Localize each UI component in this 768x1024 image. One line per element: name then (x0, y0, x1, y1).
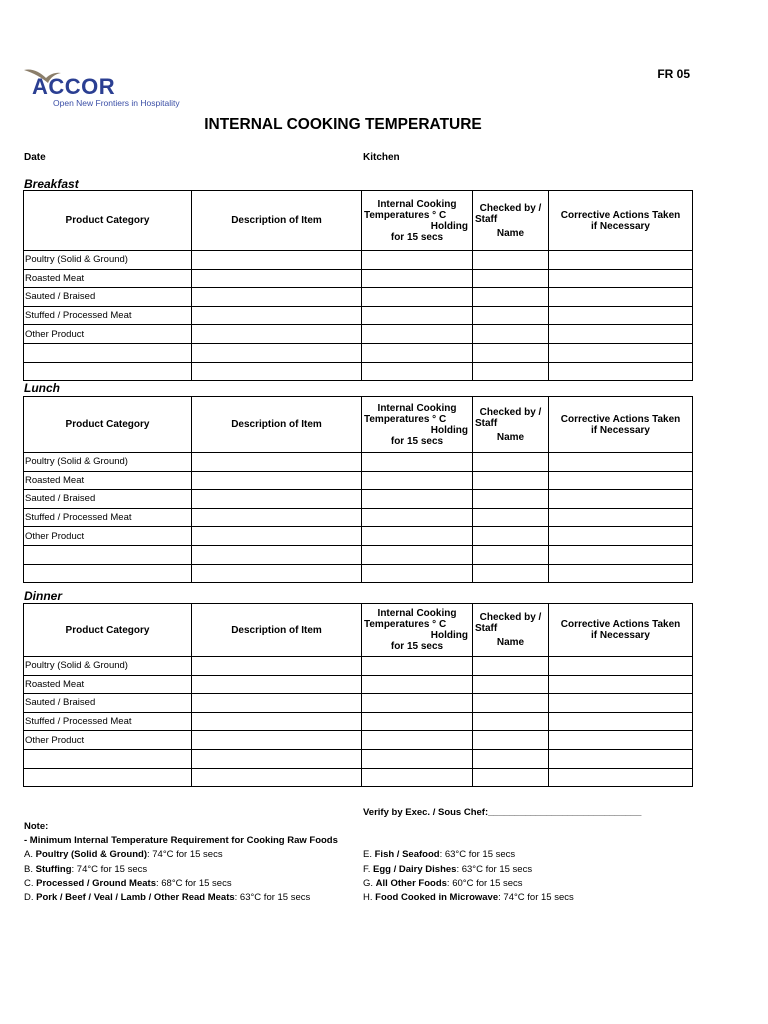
entry-cell[interactable] (473, 508, 549, 527)
entry-cell[interactable] (192, 657, 362, 676)
entry-cell[interactable] (362, 362, 473, 381)
col-label: Temperatures ° C (364, 209, 447, 221)
col-label: if Necessary (591, 220, 650, 232)
entry-cell[interactable] (473, 306, 549, 325)
col-label: for 15 secs (390, 435, 444, 447)
table-row (24, 362, 693, 381)
entry-cell[interactable] (473, 712, 549, 731)
product-category-cell: Roasted Meat (24, 471, 192, 490)
col-temperature (362, 604, 473, 657)
col-label: for 15 secs (390, 231, 444, 243)
entry-cell[interactable] (192, 768, 362, 787)
entry-cell[interactable] (473, 675, 549, 694)
col-label: Checked by / (479, 202, 542, 214)
col-label: if Necessary (591, 424, 650, 436)
temperature-table-lunch (23, 396, 693, 583)
col-label: Holding (430, 220, 468, 232)
product-category-cell: Sauted / Braised (24, 288, 192, 307)
section-label-dinner: Dinner (24, 589, 63, 603)
entry-cell[interactable] (362, 731, 473, 750)
entry-cell[interactable] (362, 288, 473, 307)
entry-cell[interactable] (192, 545, 362, 564)
requirement-food: All Other Foods (375, 877, 447, 889)
col-label: Corrective Actions Taken (560, 209, 681, 221)
table-row (24, 657, 693, 676)
col-temperature (362, 397, 473, 453)
col-label: Corrective Actions Taken (560, 413, 681, 425)
requirement-food: Fish / Seafood (374, 849, 440, 861)
table-row (24, 471, 693, 490)
entry-cell[interactable] (362, 269, 473, 288)
entry-cell[interactable] (192, 288, 362, 307)
requirement-value: : 63°C for 15 secs (439, 849, 516, 861)
entry-cell[interactable] (473, 564, 549, 583)
entry-cell[interactable] (549, 251, 693, 270)
entry-cell[interactable] (549, 694, 693, 713)
entry-cell[interactable] (192, 343, 362, 362)
requirement-prefix: D. (24, 892, 34, 904)
col-label: Temperatures ° C (364, 413, 447, 425)
blank-entry-cell[interactable] (24, 749, 192, 768)
table-header-row (24, 397, 693, 453)
table-row (24, 306, 693, 325)
requirement-item (363, 877, 523, 891)
entry-cell[interactable] (192, 362, 362, 381)
entry-cell[interactable] (549, 325, 693, 344)
note-title: Note: (24, 821, 49, 832)
entry-cell[interactable] (192, 453, 362, 472)
table-row (24, 675, 693, 694)
requirement-value: : 68°C for 15 secs (155, 877, 232, 889)
entry-cell[interactable] (192, 471, 362, 490)
col-label: Internal Cooking (377, 608, 457, 619)
product-category-cell: Other Product (24, 731, 192, 750)
entry-cell[interactable] (192, 325, 362, 344)
kitchen-label: Kitchen (363, 152, 400, 163)
table-row (24, 325, 693, 344)
requirement-food: Pork / Beef / Veal / Lamb / Other Read Meats (36, 892, 235, 904)
col-description (192, 604, 362, 657)
entry-cell[interactable] (192, 490, 362, 509)
col-label: Internal Cooking (377, 198, 457, 210)
col-label: Checked by / (479, 612, 542, 623)
col-label: Corrective Actions Taken (560, 619, 681, 630)
entry-cell[interactable] (549, 768, 693, 787)
requirement-prefix: F. (363, 863, 371, 875)
table-row (24, 269, 693, 288)
requirement-prefix: E. (363, 849, 372, 861)
col-label: Name (496, 637, 525, 648)
entry-cell[interactable] (473, 288, 549, 307)
col-label: Checked by / (479, 406, 542, 418)
product-category-cell: Other Product (24, 527, 192, 546)
entry-cell[interactable] (362, 453, 473, 472)
table-header-row (24, 191, 693, 251)
col-label: Description of Item (231, 419, 322, 430)
entry-cell[interactable] (549, 508, 693, 527)
entry-cell[interactable] (549, 657, 693, 676)
entry-cell[interactable] (192, 508, 362, 527)
entry-cell[interactable] (473, 768, 549, 787)
requirement-food: Egg / Dairy Dishes (373, 863, 457, 875)
form-code: FR 05 (657, 67, 690, 81)
temperature-table-dinner (23, 603, 693, 787)
product-category-cell: Stuffed / Processed Meat (24, 306, 192, 325)
entry-cell[interactable] (473, 694, 549, 713)
logo-wordmark: ACCOR (32, 74, 116, 99)
entry-cell[interactable] (549, 731, 693, 750)
col-label: if Necessary (591, 630, 650, 641)
table-row (24, 288, 693, 307)
entry-cell[interactable] (192, 731, 362, 750)
col-product-category (24, 397, 192, 453)
entry-cell[interactable] (362, 657, 473, 676)
requirement-item (24, 877, 363, 891)
entry-cell[interactable] (192, 527, 362, 546)
page-title: INTERNAL COOKING TEMPERATURE (204, 116, 482, 133)
entry-cell[interactable] (362, 545, 473, 564)
entry-cell[interactable] (549, 362, 693, 381)
entry-cell[interactable] (549, 288, 693, 307)
col-product-category (24, 604, 192, 657)
col-label: Product Category (65, 215, 150, 226)
col-checked-by (473, 191, 549, 251)
requirement-row (24, 848, 704, 862)
entry-cell[interactable] (473, 269, 549, 288)
requirement-item (24, 863, 363, 877)
entry-cell[interactable] (362, 564, 473, 583)
verify-signature-line: Verify by Exec. / Sous Chef:_____________________________ (363, 807, 642, 818)
blank-entry-cell[interactable] (24, 564, 192, 583)
col-label: Staff (475, 623, 498, 634)
entry-cell[interactable] (192, 749, 362, 768)
col-checked-by (473, 604, 549, 657)
requirement-item (363, 863, 532, 877)
table-row (24, 490, 693, 509)
table-row (24, 251, 693, 270)
entry-cell[interactable] (362, 749, 473, 768)
entry-cell[interactable] (192, 269, 362, 288)
entry-cell[interactable] (473, 749, 549, 768)
entry-cell[interactable] (549, 343, 693, 362)
requirement-value: : 74°C for 15 secs (498, 892, 574, 904)
col-label: Product Category (65, 419, 150, 430)
entry-cell[interactable] (549, 527, 693, 546)
entry-cell[interactable] (192, 694, 362, 713)
entry-cell[interactable] (473, 490, 549, 509)
col-label: Name (496, 431, 525, 443)
requirement-food: Food Cooked in Microwave (375, 892, 499, 904)
entry-cell[interactable] (473, 657, 549, 676)
entry-cell[interactable] (362, 306, 473, 325)
table-row (24, 731, 693, 750)
section-label-breakfast: Breakfast (24, 177, 79, 191)
requirement-prefix: G. (363, 877, 374, 889)
requirement-item (24, 848, 363, 862)
entry-cell[interactable] (362, 471, 473, 490)
blank-entry-cell[interactable] (24, 768, 192, 787)
requirement-prefix: C. (24, 877, 34, 889)
entry-cell[interactable] (473, 545, 549, 564)
entry-cell[interactable] (362, 712, 473, 731)
requirement-row (24, 863, 704, 877)
logo-tagline: Open New Frontiers in Hospitality (53, 98, 180, 108)
requirement-item (363, 891, 574, 905)
entry-cell[interactable] (362, 694, 473, 713)
date-label: Date (24, 152, 46, 163)
entry-cell[interactable] (362, 343, 473, 362)
product-category-cell: Roasted Meat (24, 675, 192, 694)
blank-entry-cell[interactable] (24, 343, 192, 362)
product-category-cell: Sauted / Braised (24, 490, 192, 509)
entry-cell[interactable] (549, 712, 693, 731)
entry-cell[interactable] (549, 749, 693, 768)
requirement-value: : 74°C for 15 secs (146, 849, 223, 861)
col-label: Staff (475, 417, 498, 429)
table-row (24, 712, 693, 731)
entry-cell[interactable] (549, 453, 693, 472)
requirement-item (363, 848, 515, 862)
table-row (24, 527, 693, 546)
product-category-cell: Poultry (Solid & Ground) (24, 251, 192, 270)
entry-cell[interactable] (473, 251, 549, 270)
col-label: Product Category (65, 624, 150, 636)
entry-cell[interactable] (192, 251, 362, 270)
requirement-row (24, 891, 704, 905)
product-category-cell: Stuffed / Processed Meat (24, 712, 192, 731)
col-corrective-actions (549, 191, 693, 251)
entry-cell[interactable] (473, 471, 549, 490)
col-label: Description of Item (231, 624, 322, 636)
col-checked-by (473, 397, 549, 453)
col-label: Internal Cooking (377, 402, 457, 414)
entry-cell[interactable] (362, 325, 473, 344)
col-description (192, 191, 362, 251)
blank-entry-cell[interactable] (24, 545, 192, 564)
entry-cell[interactable] (549, 269, 693, 288)
table-row (24, 453, 693, 472)
accor-logo (22, 64, 202, 112)
entry-cell[interactable] (192, 564, 362, 583)
col-corrective-actions (549, 604, 693, 657)
requirement-food: Poultry (Solid & Ground) (35, 849, 147, 861)
requirement-food: Processed / Ground Meats (36, 877, 156, 889)
entry-cell[interactable] (192, 675, 362, 694)
requirement-value: : 63°C for 15 secs (456, 863, 533, 875)
requirement-prefix: H. (363, 892, 373, 904)
col-label: Holding (430, 630, 468, 641)
col-product-category (24, 191, 192, 251)
product-category-cell: Other Product (24, 325, 192, 344)
product-category-cell: Roasted Meat (24, 269, 192, 288)
entry-cell[interactable] (473, 527, 549, 546)
table-row (24, 343, 693, 362)
entry-cell[interactable] (549, 306, 693, 325)
requirement-prefix: B. (24, 863, 33, 875)
table-header-row (24, 604, 693, 657)
col-corrective-actions (549, 397, 693, 453)
col-label: Description of Item (231, 215, 322, 226)
entry-cell[interactable] (362, 490, 473, 509)
entry-cell[interactable] (549, 564, 693, 583)
requirements-list (24, 848, 704, 905)
entry-cell[interactable] (362, 768, 473, 787)
col-label: Temperatures ° C (364, 619, 447, 630)
requirement-value: : 74°C for 15 secs (71, 863, 148, 875)
entry-cell[interactable] (473, 453, 549, 472)
notes-block (24, 820, 704, 905)
entry-cell[interactable] (549, 490, 693, 509)
table-row (24, 694, 693, 713)
entry-cell[interactable] (192, 712, 362, 731)
col-label: Staff (475, 213, 498, 225)
entry-cell[interactable] (549, 471, 693, 490)
table-row (24, 545, 693, 564)
requirement-prefix: A. (24, 849, 33, 861)
entry-cell[interactable] (473, 343, 549, 362)
table-row (24, 768, 693, 787)
table-row (24, 749, 693, 768)
requirement-value: : 60°C for 15 secs (446, 877, 523, 889)
entry-cell[interactable] (549, 545, 693, 564)
entry-cell[interactable] (473, 325, 549, 344)
requirement-item (24, 891, 363, 905)
blank-entry-cell[interactable] (24, 362, 192, 381)
entry-cell[interactable] (362, 675, 473, 694)
col-label: Holding (430, 424, 468, 436)
col-temperature (362, 191, 473, 251)
note-subtitle: - Minimum Internal Temperature Requirement for Cooking Raw Foods (24, 835, 338, 847)
temperature-table-breakfast (23, 190, 693, 381)
entry-cell[interactable] (473, 362, 549, 381)
product-category-cell: Sauted / Braised (24, 694, 192, 713)
entry-cell[interactable] (192, 306, 362, 325)
col-label: for 15 secs (390, 641, 444, 652)
product-category-cell: Poultry (Solid & Ground) (24, 657, 192, 676)
table-row (24, 508, 693, 527)
entry-cell[interactable] (362, 508, 473, 527)
table-row (24, 564, 693, 583)
entry-cell[interactable] (362, 251, 473, 270)
entry-cell[interactable] (362, 527, 473, 546)
product-category-cell: Poultry (Solid & Ground) (24, 453, 192, 472)
section-label-lunch: Lunch (24, 381, 60, 395)
entry-cell[interactable] (473, 731, 549, 750)
requirement-value: : 63°C for 15 secs (234, 892, 311, 904)
col-label: Name (496, 227, 525, 239)
requirement-food: Stuffing (35, 863, 72, 875)
col-description (192, 397, 362, 453)
requirement-row (24, 877, 704, 891)
product-category-cell: Stuffed / Processed Meat (24, 508, 192, 527)
entry-cell[interactable] (549, 675, 693, 694)
